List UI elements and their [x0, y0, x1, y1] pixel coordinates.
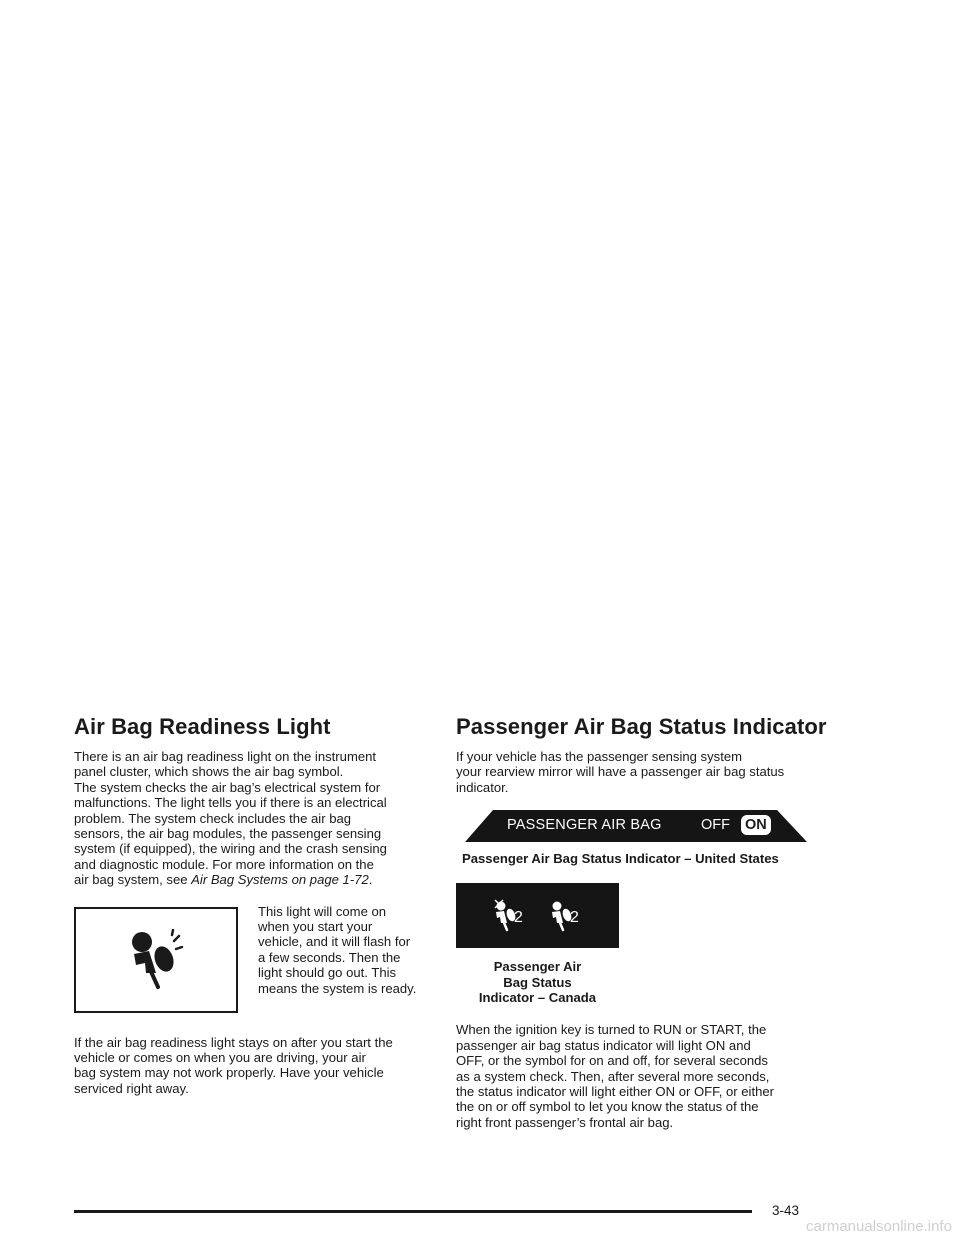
text-line: This light will come on: [258, 903, 387, 919]
text-line: The system checks the air bag’s electrical system for: [74, 779, 381, 795]
text-line: when you start your: [258, 919, 373, 935]
text-line: panel cluster, which shows the air bag symbol.: [74, 764, 344, 780]
text-line: air bag system, see: [74, 872, 192, 888]
indicator-off-label: OFF: [701, 817, 730, 834]
section-heading-readiness: Air Bag Readiness Light: [74, 714, 331, 739]
text-line: and diagnostic module. For more information on the: [74, 856, 374, 872]
text-line: sensors, the air bag modules, the passenger sensing: [74, 826, 382, 842]
cross-reference-link[interactable]: Air Bag Systems on page 1-72: [191, 872, 369, 888]
text-line: Bag Status: [503, 974, 572, 990]
text-line: bag system may not work properly. Have your vehicle: [74, 1065, 384, 1081]
readiness-intro-paragraph: [74, 749, 436, 888]
text-line: problem. The system check includes the air bag: [74, 810, 352, 826]
text-line: malfunctions. The light tells you if there is an electrical: [74, 795, 387, 811]
footer-rule: [74, 1210, 752, 1213]
text-line: light should go out. This: [258, 965, 397, 981]
airbag-off-number: 2: [514, 909, 523, 927]
text-line: means the system is ready.: [258, 980, 417, 996]
readiness-side-text: [258, 904, 438, 996]
text-line: When the ignition key is turned to RUN or START, the: [456, 1022, 767, 1038]
caption-us-indicator: Passenger Air Bag Status Indicator – United States: [462, 851, 779, 867]
text-line: system (if equipped), the wiring and the crash sensing: [74, 841, 387, 857]
canada-status-indicator: [456, 883, 619, 948]
readiness-figure-row: [74, 904, 436, 1014]
indicator-label: PASSENGER AIR BAG: [507, 817, 662, 834]
text-line: If the air bag readiness light stays on after you start the: [74, 1034, 393, 1050]
text-line: OFF, or the symbol for on and off, for several seconds: [456, 1053, 768, 1069]
text-line: the status indicator will light either ON or OFF, or either: [456, 1084, 775, 1100]
text-line: serviced right away.: [74, 1080, 189, 1096]
airbag-passenger-icon: [124, 929, 188, 991]
right-column: [456, 714, 836, 1130]
readiness-light-box: [74, 907, 238, 1013]
text-line: There is an air bag readiness light on the instrument: [74, 749, 377, 764]
text-line: your rearview mirror will have a passenger air bag status: [456, 764, 785, 780]
text-line: a few seconds. Then the: [258, 949, 401, 965]
section-heading-status-indicator: Passenger Air Bag Status Indicator: [456, 714, 827, 739]
text-line: Passenger Air: [493, 959, 582, 975]
text-line: as a system check. Then, after several more seconds,: [456, 1068, 770, 1084]
text-line: vehicle or comes on when you are driving, your air: [74, 1050, 366, 1066]
airbag-on-number: 2: [570, 909, 579, 927]
text-line: right front passenger’s frontal air bag.: [456, 1114, 674, 1130]
readiness-warning-paragraph: [74, 1035, 436, 1097]
airbag-on-icon: [548, 899, 588, 933]
status-intro-paragraph: [456, 749, 836, 795]
text-line: indicator.: [456, 779, 509, 795]
text-line: passenger air bag status indicator will light ON and: [456, 1037, 751, 1053]
text-line: .: [368, 872, 373, 888]
text-line: the on or off symbol to let you know the status of the: [456, 1099, 759, 1115]
status-explanation-paragraph: [456, 1022, 836, 1130]
left-column: [74, 714, 436, 1096]
text-line: If your vehicle has the passenger sensing system: [456, 749, 743, 764]
us-status-indicator: [465, 810, 807, 842]
text-line: vehicle, and it will flash for: [258, 934, 411, 950]
indicator-on-label: ON: [741, 815, 771, 835]
text-line: Indicator – Canada: [478, 990, 597, 1006]
watermark: carmanualsonline.info: [806, 1218, 952, 1235]
airbag-off-icon: [492, 899, 532, 933]
caption-canada-indicator: [456, 959, 619, 1005]
page-number: 3-43: [772, 1203, 800, 1218]
